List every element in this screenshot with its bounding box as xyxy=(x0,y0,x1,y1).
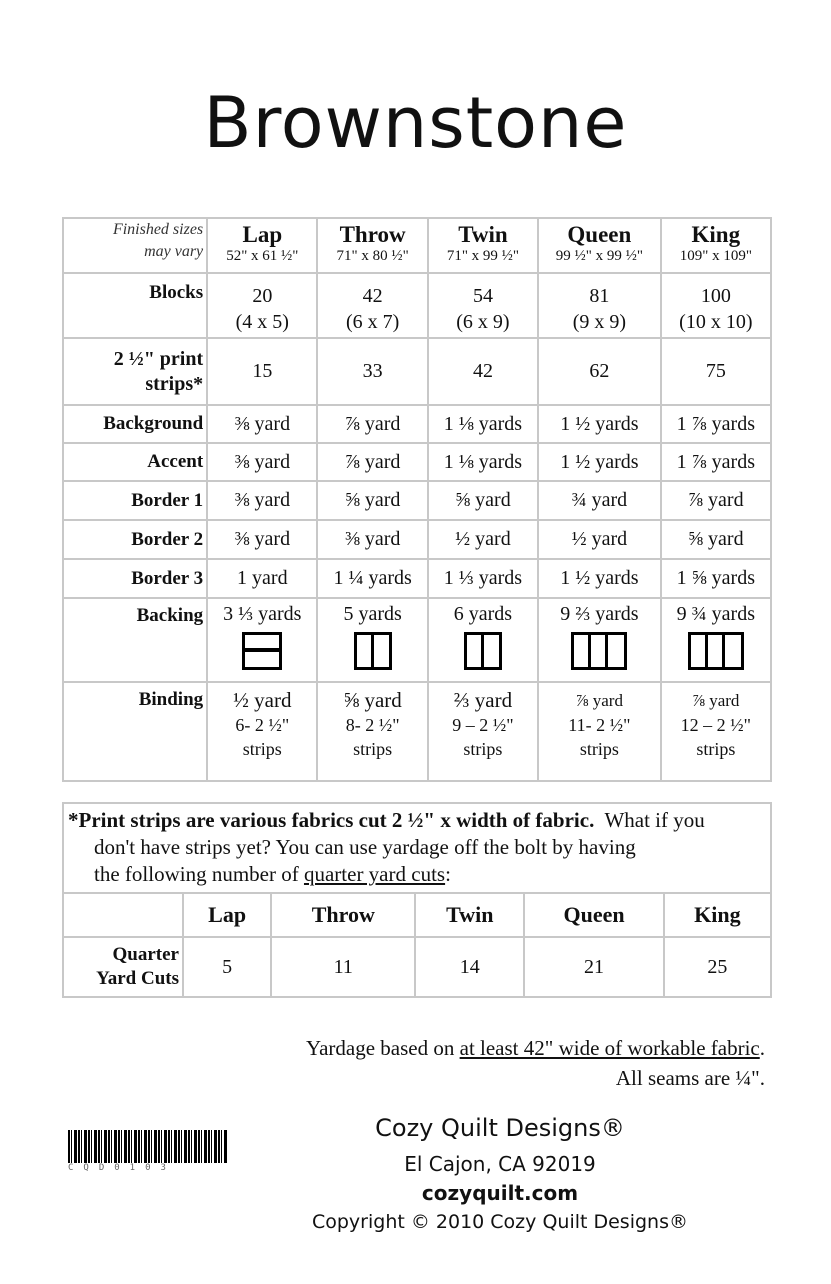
table-cell xyxy=(661,682,771,781)
block-count: 81 xyxy=(589,285,610,307)
table-cell xyxy=(428,273,538,338)
size-name: King xyxy=(694,902,741,927)
copyright: Copyright © 2010 Cozy Quilt Designs® xyxy=(311,1211,688,1233)
empty-cell xyxy=(63,893,183,937)
backing-layout-icon xyxy=(464,632,502,670)
table-cell xyxy=(183,937,271,997)
table-cell xyxy=(538,338,661,405)
row-label xyxy=(63,682,207,781)
backing-layout-icon xyxy=(242,632,282,670)
table-cell xyxy=(661,405,771,443)
backing-row xyxy=(63,598,771,682)
size-name: Lap xyxy=(242,222,283,247)
table-cell xyxy=(428,559,538,598)
blocks-row xyxy=(63,273,771,338)
table-cell xyxy=(661,598,771,682)
column-header-queen xyxy=(538,218,661,273)
size-name: King xyxy=(691,222,741,247)
block-grid: (10 x 10) xyxy=(679,311,753,333)
note-text: What if you xyxy=(604,808,705,832)
size-dimensions: 52" x 61 ½" xyxy=(226,248,299,264)
row-label-text: Binding xyxy=(138,689,204,710)
strip-count: 42 xyxy=(472,360,493,382)
backing-layout-icon xyxy=(571,632,627,670)
table-cell xyxy=(207,405,317,443)
yardage-value: ⅞ yard xyxy=(688,489,744,511)
table-cell xyxy=(207,559,317,598)
size-name: Throw xyxy=(311,902,375,927)
binding-yardage: ⅔ yard xyxy=(453,688,513,712)
yardage-value: ⅜ yard xyxy=(234,450,291,473)
binding-yardage: ½ yard xyxy=(233,688,292,712)
binding-yardage: ⅞ yard xyxy=(575,691,623,710)
table-cell xyxy=(428,481,538,520)
seams-note: All seams are ¼". xyxy=(615,1066,765,1090)
barcode xyxy=(68,1130,228,1163)
row-label xyxy=(63,937,183,997)
yardage-value: 1 yard xyxy=(237,567,288,589)
column-header-throw xyxy=(317,218,427,273)
table-cell xyxy=(428,405,538,443)
company-city: El Cajon, CA 92019 xyxy=(404,1152,596,1176)
row-label xyxy=(63,273,207,338)
row-label-text: Border 2 xyxy=(131,528,204,550)
binding-yardage: ⅞ yard xyxy=(692,691,740,710)
row-label-text: Yard Cuts xyxy=(96,968,179,989)
yardage-value: ½ yard xyxy=(455,528,511,550)
table-cell xyxy=(538,520,661,559)
row-label xyxy=(63,598,207,682)
barcode-text: CQD0103 xyxy=(68,1163,176,1173)
table-cell xyxy=(317,682,427,781)
row-label xyxy=(63,559,207,598)
size-name: Queen xyxy=(567,222,632,247)
column-header-king xyxy=(664,893,771,937)
table-cell xyxy=(415,937,524,997)
binding-yardage: ⅝ yard xyxy=(343,688,402,712)
yardage-value: 1 ⅝ yards xyxy=(676,567,755,589)
size-name: Lap xyxy=(208,902,247,927)
strip-count: 15 xyxy=(252,360,273,382)
size-name: Twin xyxy=(458,222,508,247)
size-name: Twin xyxy=(446,902,494,927)
block-count: 100 xyxy=(700,285,731,307)
yardage-value: ⅜ yard xyxy=(234,528,291,550)
table-cell xyxy=(661,559,771,598)
table-cell xyxy=(538,598,661,682)
yardage-value: ⅜ yard xyxy=(344,528,401,550)
table-cell xyxy=(207,338,317,405)
table-cell xyxy=(207,443,317,481)
quarter-cut-count: 25 xyxy=(707,955,728,978)
finished-sizes-note xyxy=(63,218,207,273)
table-cell xyxy=(661,481,771,520)
table-cell xyxy=(317,443,427,481)
quarter-cut-count: 5 xyxy=(222,955,233,978)
table-cell xyxy=(538,481,661,520)
binding-row xyxy=(63,682,771,781)
note-bold: *Print strips are various fabrics cut 2 ½" x width of fabric. xyxy=(68,808,595,832)
table-cell xyxy=(428,443,538,481)
yardage-note xyxy=(306,1036,765,1061)
yardage-row-border-1 xyxy=(63,481,771,520)
table-cell xyxy=(664,937,771,997)
yardage-row-background xyxy=(63,405,771,443)
binding-strips: 8- 2 ½" xyxy=(345,715,400,735)
table-cell xyxy=(271,937,415,997)
table-cell xyxy=(317,520,427,559)
table-cell xyxy=(317,405,427,443)
table-cell xyxy=(317,481,427,520)
binding-strips-label: strips xyxy=(579,739,619,759)
yardage-value: 1 ⅓ yards xyxy=(443,567,523,589)
note-line xyxy=(68,861,764,888)
binding-strips-label: strips xyxy=(353,739,393,759)
quarter-cut-count: 14 xyxy=(459,955,480,978)
table-cell xyxy=(207,682,317,781)
binding-strips-label: strips xyxy=(463,739,503,759)
table-cell xyxy=(207,273,317,338)
block-grid: (4 x 5) xyxy=(235,311,289,333)
row-label-text: Blocks xyxy=(149,282,204,303)
table-cell xyxy=(524,937,664,997)
block-grid: (6 x 9) xyxy=(456,311,510,333)
note-text: : xyxy=(445,862,451,886)
yardage-value: ⅜ yard xyxy=(234,489,291,511)
print-strips-row xyxy=(63,338,771,405)
company-website[interactable]: cozyquilt.com xyxy=(421,1181,579,1205)
yardage-value: ⅞ yard xyxy=(344,412,401,435)
table-cell xyxy=(428,338,538,405)
binding-strips: 11- 2 ½" xyxy=(568,715,631,735)
row-label xyxy=(63,443,207,481)
row-label xyxy=(63,405,207,443)
table-cell xyxy=(661,273,771,338)
table-cell xyxy=(207,520,317,559)
yardage-value: ½ yard xyxy=(571,528,628,550)
table-cell xyxy=(317,338,427,405)
note-text: don't have strips yet? You can use yardage off the bolt by having xyxy=(94,835,636,859)
row-label xyxy=(63,338,207,405)
row-label-text: Border 1 xyxy=(131,489,204,511)
yardage-value: ⅝ yard xyxy=(455,489,511,511)
yardage-row-accent xyxy=(63,443,771,481)
column-header-king xyxy=(661,218,771,273)
binding-strips: 9 – 2 ½" xyxy=(452,715,514,735)
yardage-value: 1 ½ yards xyxy=(560,567,639,589)
row-label-text: strips* xyxy=(145,372,204,395)
table-cell xyxy=(428,520,538,559)
column-header-lap xyxy=(207,218,317,273)
backing-yardage: 6 yards xyxy=(453,603,513,625)
page-title: Brownstone xyxy=(203,82,628,164)
column-header-queen xyxy=(524,893,664,937)
strip-count: 62 xyxy=(589,360,610,382)
table-cell xyxy=(428,682,538,781)
table-cell xyxy=(538,559,661,598)
size-dimensions: 71" x 99 ½" xyxy=(446,248,520,264)
strip-count: 75 xyxy=(705,360,726,382)
column-header-lap xyxy=(183,893,271,937)
yardage-text: Yardage based on xyxy=(306,1036,460,1060)
note-underline: quarter yard cuts xyxy=(303,862,446,886)
yardage-value: 1 ⅞ yards xyxy=(676,450,755,473)
table-cell xyxy=(538,273,661,338)
yardage-value: 1 ½ yards xyxy=(560,450,639,473)
yardage-value: ¾ yard xyxy=(571,489,628,511)
row-label-text: Border 3 xyxy=(131,567,204,589)
column-header-twin xyxy=(415,893,524,937)
corner-text: Finished sizes xyxy=(112,221,204,238)
header-row xyxy=(63,218,771,273)
table-cell xyxy=(428,598,538,682)
note-text: the following number of xyxy=(94,862,304,886)
backing-layout-icon xyxy=(688,632,744,670)
table-cell xyxy=(538,443,661,481)
quarter-cut-count: 21 xyxy=(584,955,605,978)
yardage-value: ⅜ yard xyxy=(234,412,291,435)
quarter-cut-count: 11 xyxy=(333,955,353,978)
row-label xyxy=(63,481,207,520)
table-cell xyxy=(661,338,771,405)
yardage-value: ⅞ yard xyxy=(344,450,401,473)
table-cell xyxy=(317,559,427,598)
print-strips-note xyxy=(63,803,771,893)
block-grid: (9 x 9) xyxy=(572,311,627,333)
size-name: Queen xyxy=(563,902,625,927)
yardage-underline: at least 42" wide of workable fabric xyxy=(459,1036,760,1060)
row-label-text: 2 ½" print xyxy=(113,347,204,370)
yardage-row-border-2 xyxy=(63,520,771,559)
backing-yardage: 9 ⅔ yards xyxy=(560,603,639,625)
backing-yardage: 3 ⅓ yards xyxy=(223,603,302,625)
table-cell xyxy=(538,682,661,781)
strip-count: 33 xyxy=(362,360,383,382)
binding-strips-label: strips xyxy=(696,739,736,759)
binding-strips-label: strips xyxy=(242,739,282,759)
yardage-value: ⅝ yard xyxy=(344,489,401,511)
yardage-value: ⅝ yard xyxy=(688,528,744,550)
yardage-value: 1 ⅛ yards xyxy=(443,412,523,435)
block-count: 54 xyxy=(472,285,493,307)
size-name: Throw xyxy=(339,222,406,247)
quarter-yard-table xyxy=(62,802,772,998)
block-count: 20 xyxy=(252,285,273,307)
table-cell xyxy=(538,405,661,443)
table-cell xyxy=(317,598,427,682)
yardage-value: 1 ½ yards xyxy=(560,412,639,435)
yardage-row-border-3 xyxy=(63,559,771,598)
table-cell xyxy=(317,273,427,338)
table-cell xyxy=(661,520,771,559)
size-dimensions: 99 ½" x 99 ½" xyxy=(555,248,643,264)
table-cell xyxy=(207,481,317,520)
size-dimensions: 71" x 80 ½" xyxy=(336,248,409,264)
row-label-text: Background xyxy=(103,413,204,434)
corner-text: may vary xyxy=(144,243,204,260)
row-label-text: Quarter xyxy=(112,944,179,965)
yardage-value: 1 ⅛ yards xyxy=(443,450,523,473)
company-name: Cozy Quilt Designs® xyxy=(375,1114,625,1142)
yardage-text: . xyxy=(759,1036,765,1060)
binding-strips: 12 – 2 ½" xyxy=(680,715,751,735)
block-grid: (6 x 7) xyxy=(345,311,400,333)
size-dimensions: 109" x 109" xyxy=(679,248,752,264)
table-cell xyxy=(207,598,317,682)
backing-yardage: 5 yards xyxy=(343,603,402,625)
binding-strips: 6- 2 ½" xyxy=(235,715,290,735)
size-table xyxy=(62,217,772,782)
yardage-value: 1 ⅞ yards xyxy=(676,412,755,435)
table-cell xyxy=(661,443,771,481)
column-header-twin xyxy=(428,218,538,273)
row-label-text: Accent xyxy=(147,451,204,472)
row-label-text: Backing xyxy=(136,605,204,626)
row-label xyxy=(63,520,207,559)
block-count: 42 xyxy=(362,285,383,307)
backing-yardage: 9 ¾ yards xyxy=(676,603,755,625)
yardage-value: 1 ¼ yards xyxy=(333,567,412,589)
backing-layout-icon xyxy=(354,632,392,670)
column-header-throw xyxy=(271,893,415,937)
